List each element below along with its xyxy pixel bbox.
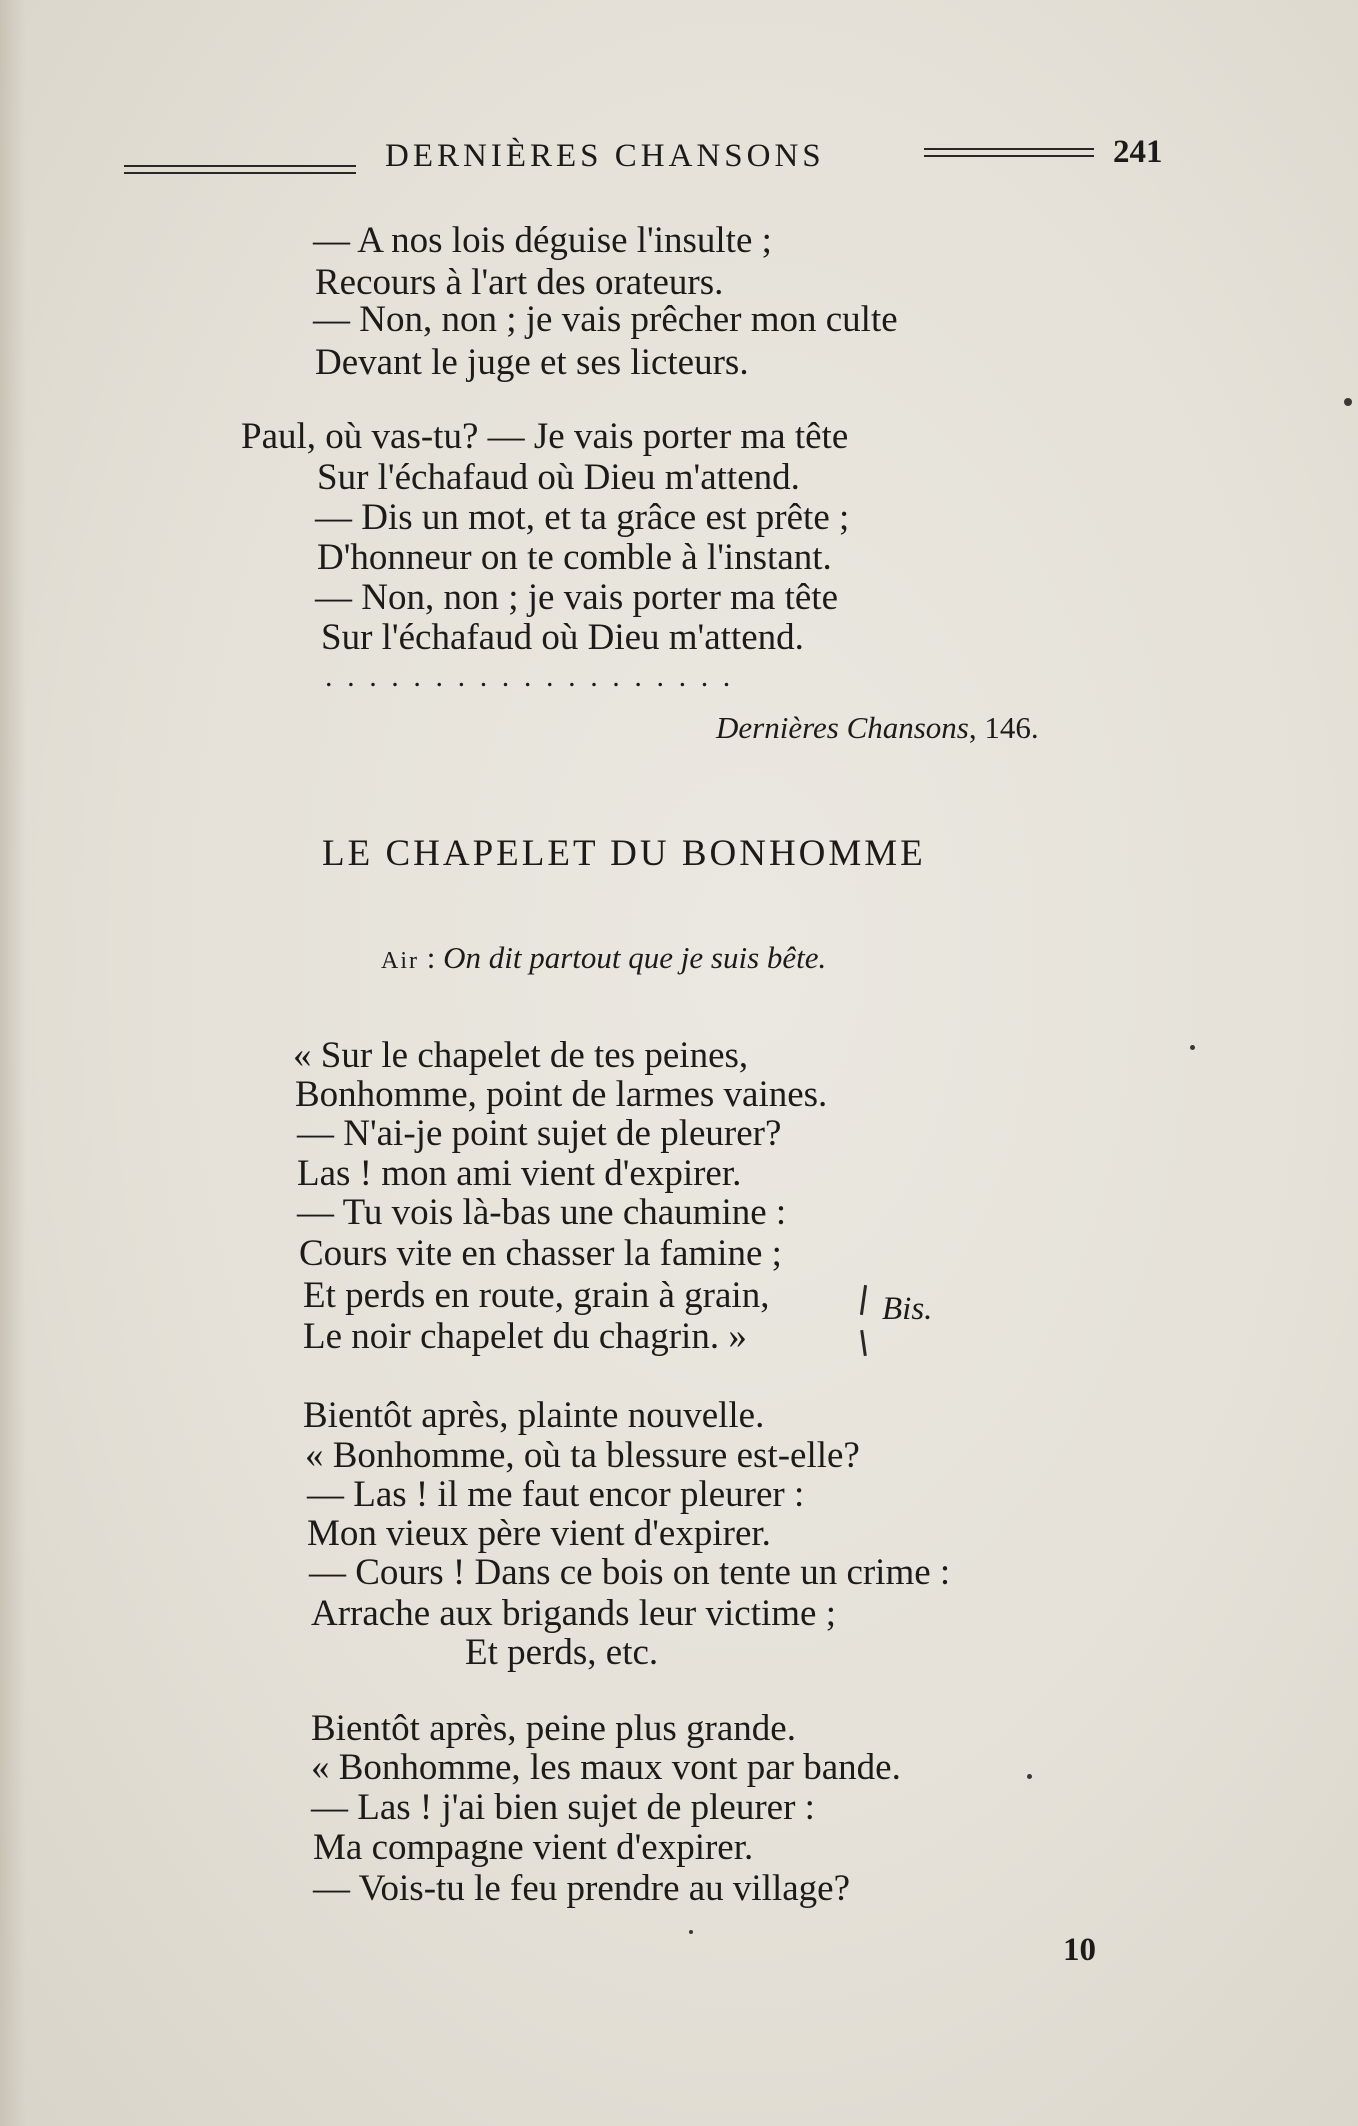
verse-line: — Las ! il me faut encor pleurer : <box>307 1474 805 1515</box>
verse-line: Sur l'échafaud où Dieu m'attend. <box>321 617 804 658</box>
verse-line: Bientôt après, peine plus grande. <box>311 1708 796 1749</box>
verse-line: Recours à l'art des orateurs. <box>315 262 724 303</box>
verse-line: — Vois-tu le feu prendre au village? <box>313 1868 851 1909</box>
source-citation <box>716 710 1039 746</box>
ellipsis-line: ................... <box>325 660 745 693</box>
verse-line: Las ! mon ami vient d'expirer. <box>297 1153 742 1194</box>
verse-line: — Dis un mot, et ta grâce est prête ; <box>315 497 850 538</box>
verse-line: Et perds en route, grain à grain, <box>303 1275 770 1316</box>
verse-line: Paul, où vas-tu? — Je vais porter ma tête <box>241 416 849 457</box>
ink-speck <box>1190 1045 1195 1050</box>
verse-line: Mon vieux père vient d'expirer. <box>307 1513 771 1554</box>
verse-line: Et perds, etc. <box>465 1632 659 1673</box>
header-rule-right <box>924 148 1094 157</box>
verse-line: « Sur le chapelet de tes peines, <box>293 1035 749 1076</box>
running-title: DERNIÈRES CHANSONS <box>385 138 825 174</box>
verse-line: — Cours ! Dans ce bois on tente un crime : <box>309 1552 951 1593</box>
song-title: LE CHAPELET DU BONHOMME <box>322 833 926 874</box>
verse-line: — Las ! j'ai bien sujet de pleurer : <box>311 1787 815 1828</box>
ink-speck <box>1344 398 1352 406</box>
verse-line: — Tu vois là-bas une chaumine : <box>297 1192 787 1233</box>
header-rule-left <box>124 165 356 174</box>
bis-brace <box>860 1330 867 1356</box>
verse-line: Arrache aux brigands leur victime ; <box>311 1593 836 1634</box>
bis-brace <box>860 1285 867 1315</box>
verse-line: — A nos lois déguise l'insulte ; <box>313 220 772 261</box>
air-label: Air <box>381 948 419 974</box>
verse-line: Cours vite en chasser la famine ; <box>299 1233 782 1274</box>
verse-line: — Non, non ; je vais porter ma tête <box>315 577 839 618</box>
verse-line: — Non, non ; je vais prêcher mon culte <box>313 299 898 340</box>
verse-line: Bonhomme, point de larmes vaines. <box>295 1074 828 1115</box>
verse-line: Ma compagne vient d'expirer. <box>313 1827 754 1868</box>
verse-line: — N'ai-je point sujet de pleurer? <box>297 1113 782 1154</box>
verse-line: Bientôt après, plainte nouvelle. <box>303 1395 765 1436</box>
page-edge-shadow <box>0 0 26 2126</box>
air-tune: On dit partout que je suis bête. <box>443 940 827 975</box>
verse-line: Devant le juge et ses licteurs. <box>315 342 749 383</box>
citation-title: Dernières Chansons <box>716 710 969 745</box>
verse-line: Sur l'échafaud où Dieu m'attend. <box>317 457 800 498</box>
bis-marker: Bis. <box>882 1291 933 1327</box>
citation-page: , 146. <box>968 710 1039 745</box>
page-number: 241 <box>1113 134 1163 170</box>
ink-speck <box>689 1930 693 1934</box>
verse-line: Le noir chapelet du chagrin. » <box>303 1316 747 1357</box>
verse-line: « Bonhomme, les maux vont par bande. <box>311 1747 901 1788</box>
air-separator: : <box>419 940 444 975</box>
verse-line: « Bonhomme, où ta blessure est-elle? <box>305 1435 860 1476</box>
verse-line: D'honneur on te comble à l'instant. <box>317 537 832 578</box>
ink-speck <box>1027 1774 1032 1779</box>
signature-mark: 10 <box>1063 1932 1096 1968</box>
air-indication <box>381 940 826 976</box>
